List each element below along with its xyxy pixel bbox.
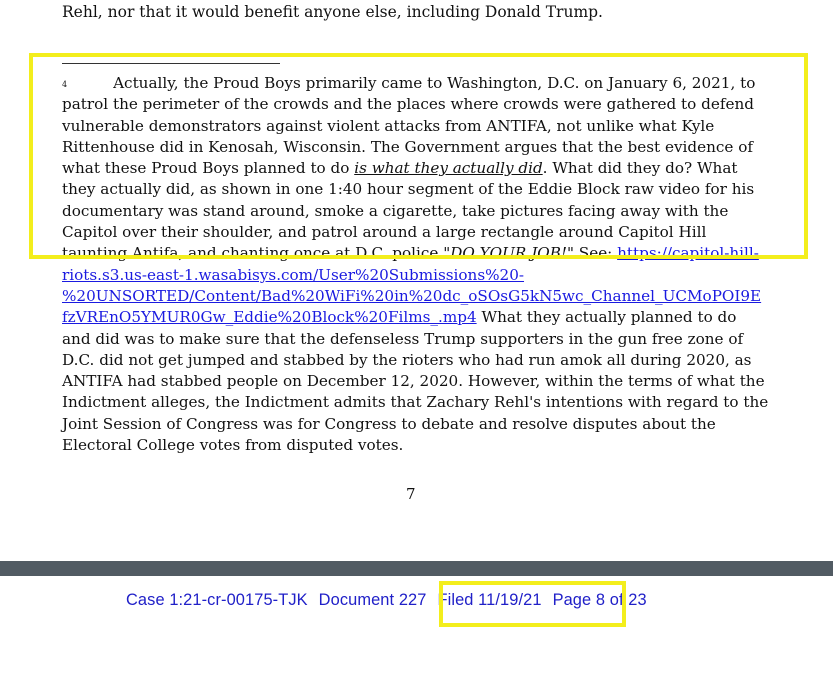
filed-date: Filed 11/19/21 xyxy=(437,591,542,609)
highlight-box-footnote xyxy=(29,53,808,259)
footnote-line: they actually did, as shown in one 1:40 hour segment of the Eddie Block raw video for his xyxy=(62,180,755,199)
footnote-line: $^4$ Actually, the Proud Boys primarily came to Washington, D.C. on January 6, 2021, to xyxy=(62,74,756,92)
footnote-line: D.C. did not get jumped and stabbed by the rioters who had run amok all during 2020, as xyxy=(62,350,752,369)
footnote-line xyxy=(62,286,774,307)
footnote-line: patrol the perimeter of the crowds and the places where crowds were gathered to defend xyxy=(62,95,754,114)
video-link[interactable]: %20UNSORTED/Content/Bad%20WiFi%20in%20dc_oSOsG5kN5wc_Channel_UCMoPOI9E xyxy=(62,286,762,305)
footnote-line: ANTIFA had stabbed people on December 12, 2020. However, within the terms of what the xyxy=(62,372,765,391)
quoted-chant: "DO YOUR JOB!" xyxy=(443,244,574,263)
body-text-line: Rehl, nor that it would benefit anyone else, including Donald Trump. xyxy=(62,3,603,21)
video-link[interactable]: fzVREnO5YMUR0Gw_Eddie%20Block%20Films_.mp4 xyxy=(62,308,477,327)
emphasized-text: is what they actually did xyxy=(354,159,543,178)
case-number: Case 1:21-cr-00175-TJK xyxy=(126,591,308,609)
footnote-line xyxy=(62,265,774,286)
footnote-line: Rittenhouse did in Kenosah, Wisconsin. The Government argues that the best evidence of xyxy=(62,137,753,156)
video-link[interactable]: https://capitol-hill- xyxy=(617,244,759,263)
footnote-line: Joint Session of Congress was for Congress to debate and resolve disputes about the xyxy=(62,414,716,433)
footnote-line: Indictment alleges, the Indictment admits that Zachary Rehl's intentions with regard to the xyxy=(62,393,769,412)
page-gap xyxy=(0,561,833,576)
footnote-line: vulnerable demonstrators against violent attacks from ANTIFA, not unlike what Kyle xyxy=(62,116,715,135)
footnote-marker: 4 xyxy=(62,80,68,89)
highlight-box-filed-date xyxy=(439,581,626,627)
footnote-line: Electoral College votes from disputed votes. xyxy=(62,436,404,455)
page-number: 7 xyxy=(406,485,416,503)
page-count: Page 8 of 23 xyxy=(552,591,647,609)
ecf-header xyxy=(0,576,833,685)
footnote-line: taunting Antifa, and chanting once at D.C. police "DO YOUR JOB!" See: https://capitol-hill- xyxy=(62,244,759,263)
footnote-line: fzVREnO5YMUR0Gw_Eddie%20Block%20Films_.mp4 What they actually planned to do xyxy=(62,308,737,327)
footnote-line: what these Proud Boys planned to do is what they actually did. What did they do? What xyxy=(62,159,738,178)
document-number: Document 227 xyxy=(318,591,427,609)
video-link[interactable]: riots.s3.us-east-1.wasabisys.com/User%20Submissions%20- xyxy=(62,265,525,284)
footnote-line: and did was to make sure that the defenseless Trump supporters in the gun free zone of xyxy=(62,329,744,348)
footnote-line: Capitol over their shoulder, and patrol around a large rectangle around Capitol Hill xyxy=(62,223,707,242)
footnote-line: documentary was stand around, smoke a cigarette, take pictures facing away with the xyxy=(62,201,729,220)
